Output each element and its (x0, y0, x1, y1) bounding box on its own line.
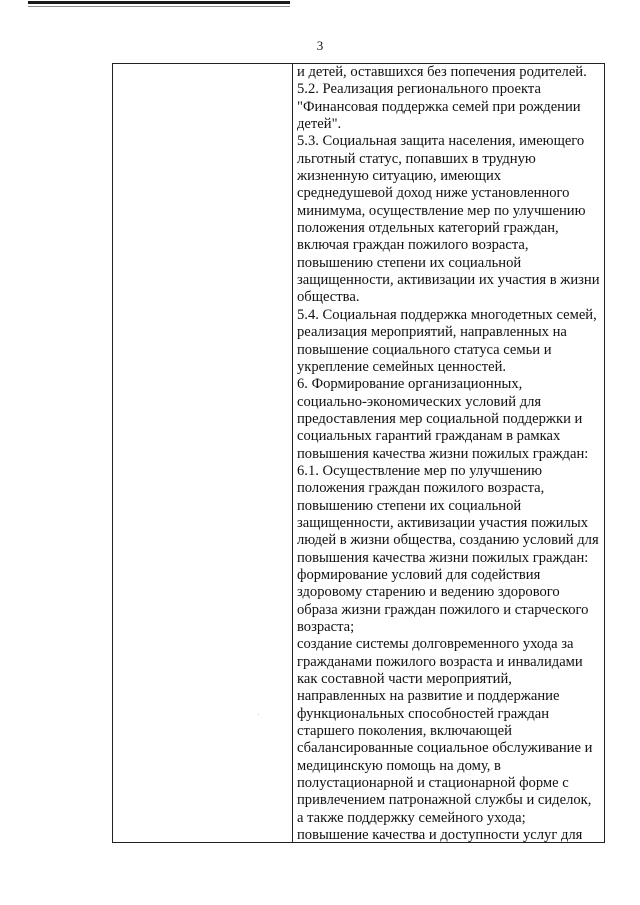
text-line: социально-экономических условий для (297, 393, 542, 410)
text-line: здоровому старению и ведению здорового (297, 584, 560, 601)
text-line: укрепление семейных ценностей. (297, 358, 507, 375)
text-line: старшего поколения, включающей (297, 723, 512, 740)
text-line: формирование условий для содействия (297, 566, 541, 583)
text-line: повышению степени их социальной (297, 254, 522, 271)
text-line: 6.1. Осуществление мер по улучшению (297, 462, 543, 479)
text-line: направленных на развитие и поддержание (297, 688, 560, 705)
text-line: минимума, осуществление мер по улучшению (297, 202, 586, 219)
text-line: повышению степени их социальной (297, 497, 522, 514)
text-line: включая граждан пожилого возраста, (297, 237, 529, 254)
text-line: полустационарной и стационарной форме с (297, 775, 569, 792)
text-line: образа жизни граждан пожилого и старческого (297, 601, 589, 618)
text-line: предоставления мер социальной поддержки и (297, 410, 583, 427)
text-line: возраста; (297, 619, 355, 635)
text-line: гражданами пожилого возраста и инвалидами (297, 653, 583, 670)
text-line: повышение качества и доступности услуг для (297, 827, 583, 842)
text-line: защищенности, активизации участия пожилых (297, 514, 588, 531)
page-number: 3 (316, 38, 324, 53)
text-line: положения граждан пожилого возраста, (297, 480, 545, 497)
text-line: детей". (297, 116, 342, 133)
text-line: как составной части мероприятий, (297, 671, 512, 688)
text-line: 5.2. Реализация регионального проекта (297, 81, 541, 98)
text-line: общества. (297, 289, 360, 306)
text-line: льготный статус, попавших в трудную (297, 150, 536, 167)
text-line: повышения качества жизни пожилых граждан: (297, 549, 589, 566)
text-line: социальных гарантий гражданам в рамках (297, 428, 561, 445)
text-line: среднедушевой доход ниже установленного (297, 185, 570, 202)
text-line: функциональных способностей граждан (297, 705, 550, 722)
text-line: 6. Формирование организационных, (297, 376, 523, 393)
text-line: жизненную ситуацию, имеющих (297, 168, 502, 185)
text-line: сбалансированные социальное обслуживание и (297, 740, 593, 757)
text-line: реализация мероприятий, направленных на (297, 324, 567, 341)
header-rule (28, 1, 290, 4)
text-line: повышение социального статуса семьи и (297, 341, 552, 358)
text-line: повышения качества жизни пожилых граждан: (297, 445, 589, 462)
text-line: положения отдельных категорий граждан, (297, 220, 559, 237)
text-line: людей в жизни общества, созданию условий для (297, 532, 599, 549)
text-line: и детей, оставшихся без попечения родителей. (297, 64, 587, 80)
text-line: 5.4. Социальная поддержка многодетных семей, (297, 306, 597, 323)
table-left-cell (113, 64, 293, 842)
text-line: привлечением патронажной службы и сиделок, (297, 792, 592, 809)
table-right-cell (293, 64, 604, 842)
header-rule-thin (28, 6, 290, 7)
text-line: 5.3. Социальная защита населения, имеющего (297, 133, 585, 150)
text-line: "Финансовая поддержка семей при рождении (297, 98, 581, 115)
text-line: защищенности, активизации их участия в жизни (297, 272, 600, 289)
text-line: а также поддержку семейного ухода; (297, 809, 526, 826)
text-line: медицинскую помощь на дому, в (297, 757, 501, 774)
text-line: создание системы долговременного ухода за (297, 636, 574, 653)
document-table (112, 63, 605, 843)
